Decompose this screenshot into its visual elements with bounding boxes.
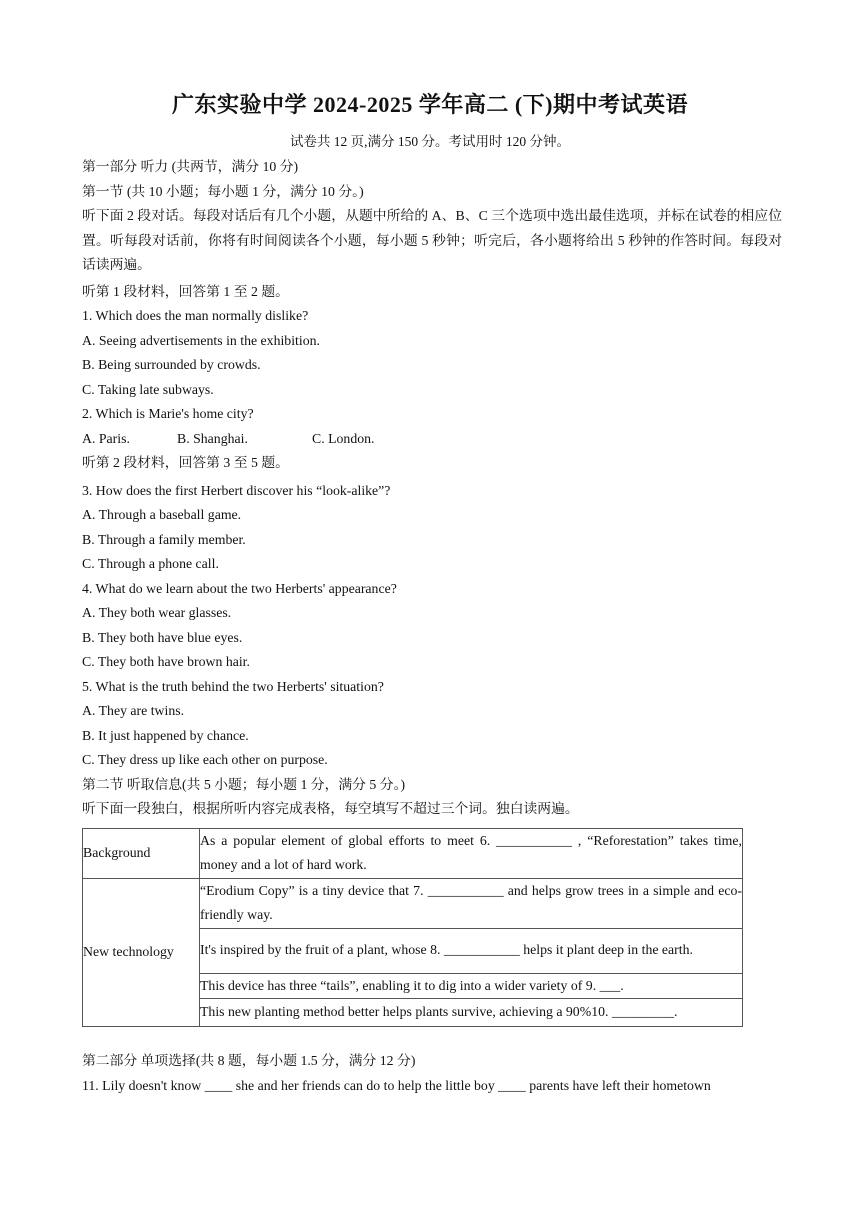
material1-label: 听第 1 段材料，回答第 1 至 2 题。 — [82, 283, 289, 299]
q1-option-a: A. Seeing advertisements in the exhibition. — [82, 332, 320, 348]
question-3: 3. How does the first Herbert discover his “look-alike”? — [82, 482, 391, 498]
table-header-new-technology: New technology — [83, 878, 200, 1027]
table-cell: This device has three “tails”, enabling it to dig into a wider variety of 9. ___. — [200, 973, 743, 999]
exam-subtitle: 试卷共 12 页,满分 150 分。考试用时 120 分钟。 — [289, 134, 571, 149]
q5-option-c: C. They dress up like each other on purpose. — [82, 752, 328, 767]
material2-label: 听第 2 段材料，回答第 3 至 5 题。 — [82, 455, 289, 470]
question-4: 4. What do we learn about the two Herberts' appearance? — [82, 580, 397, 596]
table-cell: “Erodium Copy” is a tiny device that 7. ___________ and helps grow trees in a simple and eco-friendly way. — [200, 878, 743, 928]
table-row — [83, 878, 743, 928]
q1-option-b: B. Being surrounded by crowds. — [82, 357, 261, 372]
question-2: 2. Which is Marie's home city? — [82, 406, 254, 421]
q5-option-b: B. It just happened by chance. — [82, 727, 249, 743]
exam-content — [82, 155, 782, 1098]
q4-option-a: A. They both wear glasses. — [82, 605, 232, 620]
section1-heading: 第一节 (共 10 小题；每小题 1 分，满分 10 分。) — [82, 183, 364, 199]
question-5: 5. What is the truth behind the two Herberts' situation? — [82, 678, 384, 694]
q2-option-a: A. Paris. — [82, 430, 130, 446]
part1-heading: 第一部分 听力 (共两节，满分 10 分) — [82, 159, 299, 174]
table-header-background: Background — [83, 828, 200, 878]
q3-option-b: B. Through a family member. — [82, 531, 246, 547]
q3-option-c: C. Through a phone call. — [82, 556, 219, 571]
table-cell: This new planting method better helps plants survive, achieving a 90%10. _________. — [200, 999, 743, 1027]
q4-option-c: C. They both have brown hair. — [82, 654, 250, 669]
q2-options — [82, 427, 782, 452]
section2-heading: 第二节 听取信息(共 5 小题；每小题 1 分，满分 5 分。) — [82, 776, 406, 792]
table-row — [83, 828, 743, 878]
question-11: 11. Lily doesn't know ____ she and her friends can do to help the little boy ____ parents have left their hometown — [82, 1077, 711, 1093]
q3-option-a: A. Through a baseball game. — [82, 507, 242, 522]
listening-info-table — [82, 828, 743, 1028]
q1-option-c: C. Taking late subways. — [82, 381, 214, 397]
question-1: 1. Which does the man normally dislike? — [82, 308, 309, 323]
q5-option-a: A. They are twins. — [82, 703, 185, 718]
table-cell: It's inspired by the fruit of a plant, whose 8. ___________ helps it plant deep in the earth. — [200, 928, 743, 973]
part2-heading: 第二部分 单项选择(共 8 题，每小题 1.5 分，满分 12 分) — [82, 1053, 416, 1068]
q2-option-c: C. London. — [312, 430, 375, 446]
exam-title: 广东实验中学 2024-2025 学年高二 (下)期中考试英语 — [172, 92, 688, 117]
q2-option-b: B. Shanghai. — [177, 430, 248, 446]
q4-option-b: B. They both have blue eyes. — [82, 629, 243, 645]
section2-instructions: 听下面一段独白，根据所听内容完成表格，每空填写不超过三个词。独白读两遍。 — [82, 801, 579, 816]
section1-instructions: 听下面 2 段对话。每段对话后有几个小题，从题中所给的 A、B、C 三个选项中选出最佳选项，并标在试卷的相应位置。听每段对话前，你将有时间阅读各个小题，每小题 5 秒钟；听完后，各小题将给出 5 秒钟的作答时间。每段对话读两遍。 — [82, 208, 782, 272]
table-cell: As a popular element of global efforts to meet 6. ___________ , “Reforestation” takes time, money and a lot of hard work. — [200, 828, 743, 878]
